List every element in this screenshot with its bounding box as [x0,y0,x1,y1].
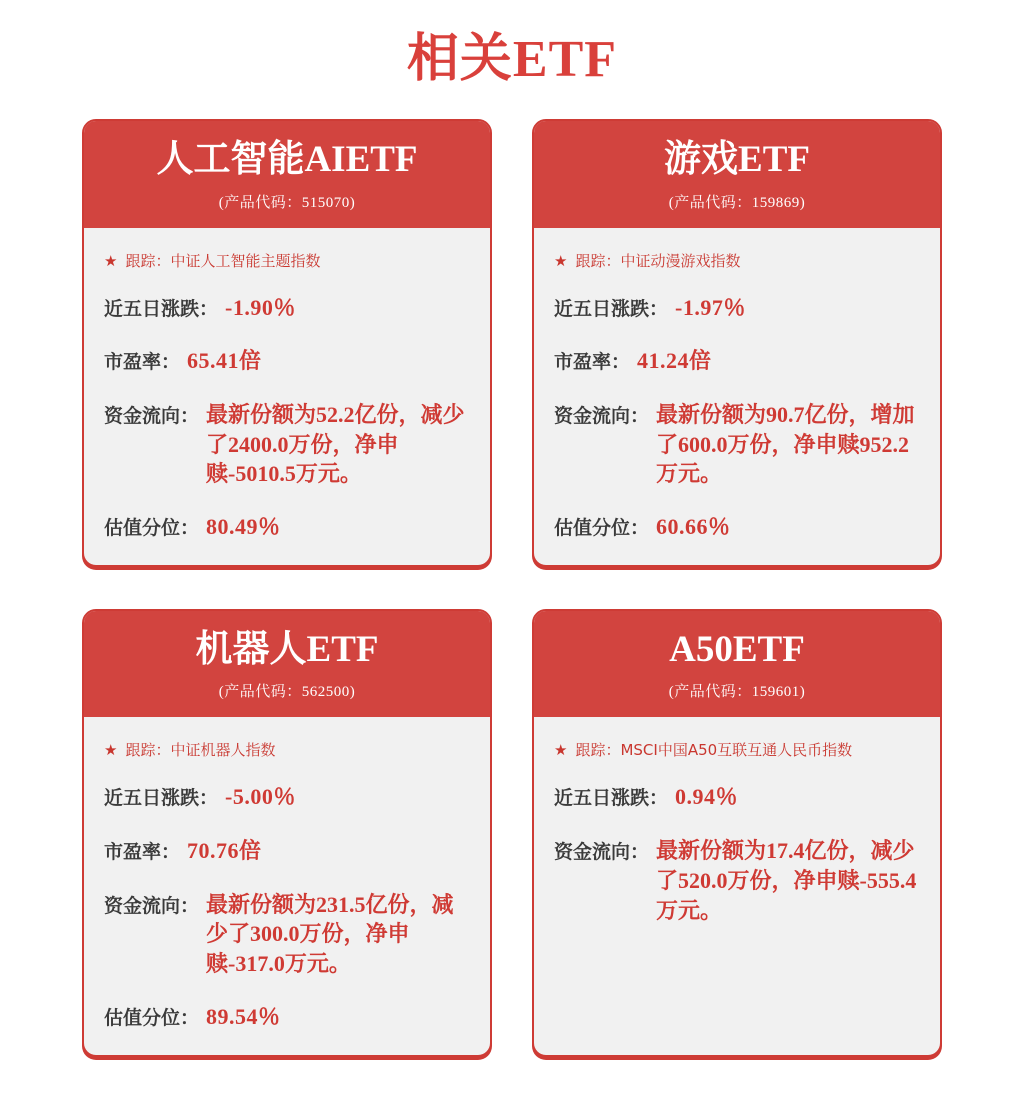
five-day-change-value: -1.97％ [675,294,746,320]
five-day-change-row [104,782,470,813]
etf-card [532,609,942,1057]
five-day-change-value: -5.00％ [225,784,296,810]
track-label: 跟踪： [125,251,171,270]
valuation-percentile-value: 80.49％ [206,514,281,540]
pe-ratio-value: 70.76倍 [187,838,262,863]
pe-ratio-label: 市盈率： [554,351,631,374]
product-code: (产品代码：515070) [218,194,356,211]
fund-flow-row [104,400,470,490]
pe-ratio-label: 市盈率： [104,351,181,374]
card-header [84,121,490,228]
pe-ratio-row [104,346,470,377]
card-body [84,717,490,1054]
etf-name: 机器人ETF [195,628,379,670]
product-code: (产品代码：159601) [668,684,806,701]
pe-ratio-row [104,836,470,867]
valuation-percentile-row [554,512,920,543]
etf-name: 游戏ETF [664,139,810,180]
five-day-change-label: 近五日涨跌： [104,297,219,320]
etf-card [532,119,942,567]
star-icon: ★ [104,741,118,760]
five-day-change-value: 0.94％ [675,784,739,810]
five-day-change-label: 近五日涨跌： [554,297,669,320]
valuation-percentile-label: 估值分位： [554,517,650,540]
track-index: 中证机器人指数 [170,741,276,760]
page-title: 相关ETF [406,31,618,88]
five-day-change-row [554,782,920,813]
track-row [554,252,920,270]
fund-flow-label: 资金流向： [104,894,200,917]
card-header [534,121,940,228]
product-code: (产品代码：562500) [218,684,356,701]
star-icon: ★ [554,251,568,270]
valuation-percentile-value: 89.54％ [206,1004,281,1030]
track-index: 中证动漫游戏指数 [620,251,741,270]
track-index: MSCI中国A50互联互通人民币指数 [620,741,853,760]
fund-flow-value: 最新份额为52.2亿份，减少了2400.0万份，净申赎-5010.5万元。 [206,401,465,487]
fund-flow-label: 资金流向： [104,404,200,427]
track-row [554,741,920,759]
track-label: 跟踪： [575,251,621,270]
fund-flow-row [554,836,920,926]
card-body [84,228,490,565]
fund-flow-row [104,890,470,980]
fund-flow-label: 资金流向： [554,841,650,863]
track-row [104,741,470,759]
card-body [534,717,940,1054]
product-code: (产品代码：159869) [668,194,806,211]
pe-ratio-value: 65.41倍 [187,348,262,374]
valuation-percentile-row [104,1002,470,1033]
pe-ratio-row [554,346,920,377]
etf-card [82,119,492,567]
valuation-percentile-row [104,512,470,543]
five-day-change-label: 近五日涨跌： [554,787,669,810]
track-label: 跟踪： [575,741,621,760]
card-body [534,228,940,565]
five-day-change-value: -1.90％ [225,294,296,320]
pe-ratio-value: 41.24倍 [637,348,712,374]
valuation-percentile-value: 60.66％ [656,514,731,540]
five-day-change-row [554,293,920,324]
five-day-change-label: 近五日涨跌： [104,787,219,810]
pe-ratio-label: 市盈率： [104,841,181,863]
fund-flow-row [554,400,920,490]
etf-name: A50ETF [669,628,805,670]
star-icon: ★ [104,251,118,270]
card-header [84,611,490,718]
fund-flow-label: 资金流向： [554,404,650,427]
track-row [104,252,470,270]
five-day-change-row [104,293,470,324]
etf-card-grid [82,119,942,1057]
valuation-percentile-label: 估值分位： [104,517,200,540]
valuation-percentile-label: 估值分位： [104,1007,200,1030]
etf-card [82,609,492,1057]
etf-name: 人工智能AIETF [156,139,418,180]
fund-flow-value: 最新份额为17.4亿份，减少了520.0万份，净申赎-555.4万元。 [656,838,917,923]
track-index: 中证人工智能主题指数 [170,251,321,270]
fund-flow-value: 最新份额为231.5亿份，减少了300.0万份，净申赎-317.0万元。 [206,891,454,977]
star-icon: ★ [554,741,568,760]
fund-flow-value: 最新份额为90.7亿份，增加了600.0万份，净申赎952.2万元。 [656,401,915,487]
track-label: 跟踪： [125,741,171,760]
card-header [534,611,940,718]
